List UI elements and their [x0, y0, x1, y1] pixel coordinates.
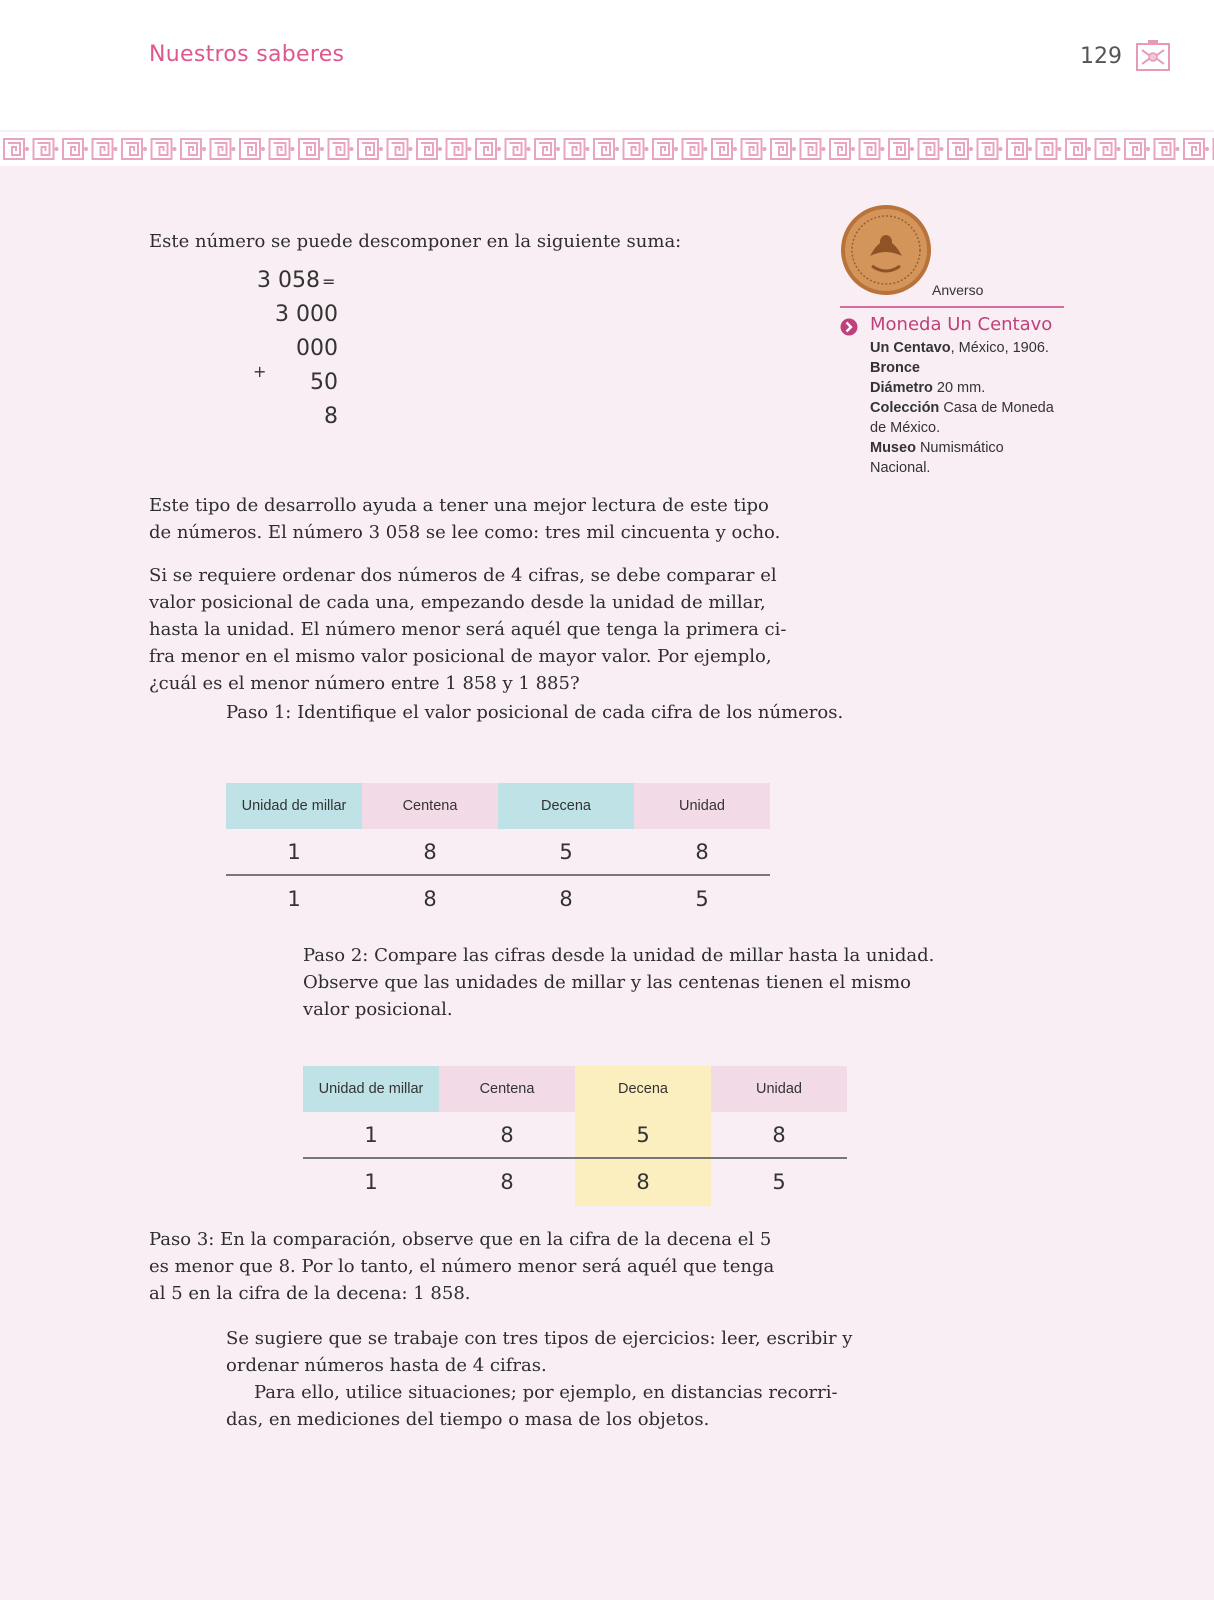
section-title: Nuestros saberes — [149, 42, 345, 67]
coin-caption: Anverso — [932, 282, 984, 298]
table-cell: 5 — [772, 1169, 786, 1194]
place-value-table-1 — [226, 783, 770, 923]
table-cell: 1 — [287, 886, 301, 911]
step-2-line: Paso 2: Compare las cifras desde la unidad de millar hasta la unidad. — [303, 945, 935, 966]
paragraph-line: fra menor en el mismo valor posicional de mayor valor. Por ejemplo, — [149, 646, 772, 667]
table-cell: 8 — [423, 839, 437, 864]
step-3-line: es menor que 8. Por lo tanto, el número menor será aquél que tenga — [149, 1256, 775, 1277]
divider — [840, 306, 1064, 308]
table-cell: 8 — [772, 1122, 786, 1147]
paragraph-line: ¿cuál es el menor número entre 1 858 y 1 885? — [149, 673, 580, 694]
paragraph-line: hasta la unidad. El número menor será aquél que tenga la primera ci- — [149, 619, 787, 640]
sum-equals: = — [322, 272, 336, 291]
coin-image — [840, 204, 932, 296]
page-header — [0, 0, 1214, 130]
chevron-right-icon — [840, 318, 858, 336]
coin-info-line: Diámetro 20 mm. — [870, 380, 986, 396]
sum-term: 50 — [310, 370, 338, 395]
step-2-line: Observe que las unidades de millar y las centenas tienen el mismo — [303, 972, 912, 993]
coin-info-line: Nacional. — [870, 460, 931, 476]
decorative-border — [0, 132, 1214, 166]
table-cell: 1 — [364, 1169, 378, 1194]
table-cell: 8 — [423, 886, 437, 911]
table-header: Unidad de millar — [226, 783, 362, 829]
suggestion-line: das, en mediciones del tiempo o masa de los objetos. — [226, 1409, 710, 1430]
table-cell: 8 — [636, 1169, 650, 1194]
coin-info-line: Un Centavo, México, 1906. — [870, 340, 1049, 356]
table-header: Decena — [498, 783, 634, 829]
coin-info-line: de México. — [870, 420, 941, 436]
sum-term: 3 000 — [275, 302, 338, 327]
place-value-table-2 — [303, 1066, 847, 1206]
intro-text: Este número se puede descomponer en la siguiente suma: — [149, 231, 682, 252]
table-header: Centena — [362, 783, 498, 829]
sum-total: 3 058 — [257, 268, 320, 293]
page-number: 129 — [1080, 44, 1122, 69]
table-header: Unidad — [634, 783, 770, 829]
step-2-line: valor posicional. — [303, 999, 453, 1020]
table-header: Decena — [575, 1066, 711, 1112]
paragraph-line: Si se requiere ordenar dos números de 4 cifras, se debe comparar el — [149, 565, 777, 586]
step-3-line: al 5 en la cifra de la decena: 1 858. — [149, 1283, 471, 1304]
table-header: Unidad de millar — [303, 1066, 439, 1112]
table-cell: 5 — [695, 886, 709, 911]
coin-info-line: Colección Casa de Moneda — [870, 400, 1054, 416]
table-cell: 8 — [695, 839, 709, 864]
coin-info-line: Museo Numismático — [870, 440, 1004, 456]
table-cell: 8 — [559, 886, 573, 911]
step-3-line: Paso 3: En la comparación, observe que en la cifra de la decena el 5 — [149, 1229, 772, 1250]
coin-title: Moneda Un Centavo — [870, 314, 1053, 335]
table-cell: 8 — [500, 1122, 514, 1147]
paragraph-line: Este tipo de desarrollo ayuda a tener una mejor lectura de este tipo — [149, 495, 769, 516]
table-cell: 8 — [500, 1169, 514, 1194]
suggestion-line: ordenar números hasta de 4 cifras. — [226, 1355, 547, 1376]
sum-term: 000 — [296, 336, 338, 361]
sum-term: 8 — [324, 404, 338, 429]
decorative-glyph-icon — [1134, 38, 1172, 76]
table-header: Centena — [439, 1066, 575, 1112]
sum-plus: + — [253, 362, 267, 381]
paragraph-line: valor posicional de cada una, empezando desde la unidad de millar, — [149, 592, 766, 613]
suggestion-line: Se sugiere que se trabaje con tres tipos de ejercicios: leer, escribir y — [226, 1328, 853, 1349]
coin-info-line: Bronce — [870, 360, 920, 376]
table-cell: 5 — [636, 1122, 650, 1147]
paragraph-line: de números. El número 3 058 se lee como: tres mil cincuenta y ocho. — [149, 522, 781, 543]
step-1-text: Paso 1: Identifique el valor posicional de cada cifra de los números. — [226, 702, 844, 723]
table-cell: 1 — [287, 839, 301, 864]
suggestion-line: Para ello, utilice situaciones; por ejemplo, en distancias recorri- — [254, 1382, 838, 1403]
table-cell: 5 — [559, 839, 573, 864]
table-header: Unidad — [711, 1066, 847, 1112]
table-cell: 1 — [364, 1122, 378, 1147]
